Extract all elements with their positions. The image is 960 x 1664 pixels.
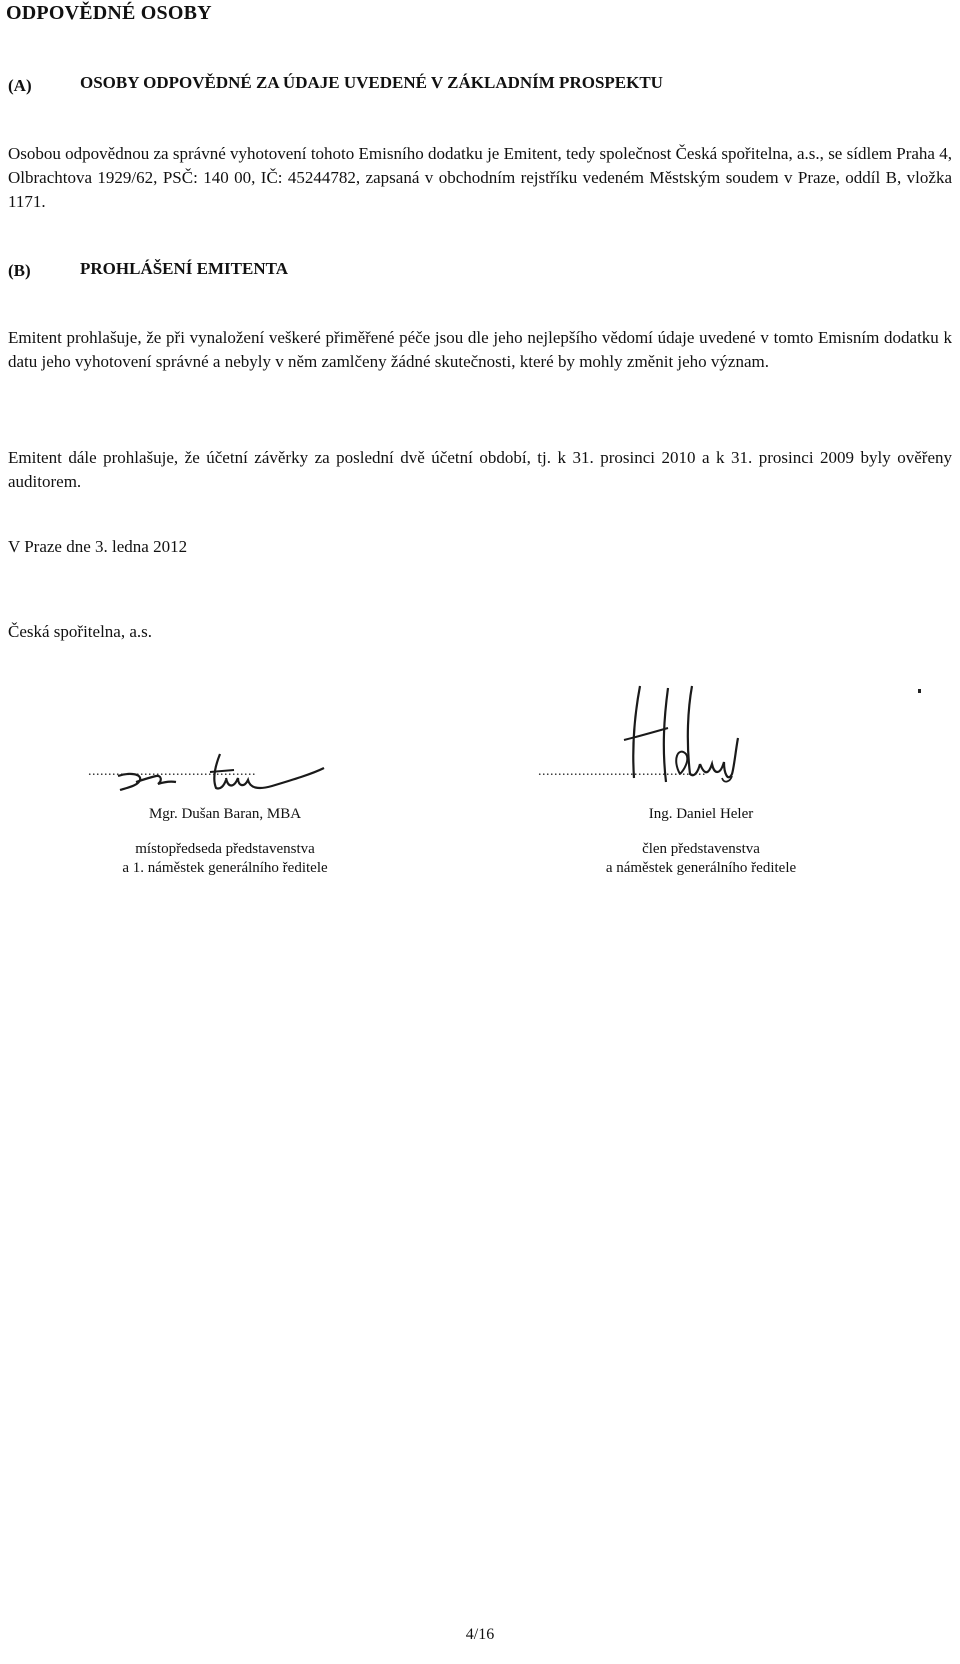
signatory-2-name: Ing. Daniel Heler bbox=[648, 806, 754, 822]
signatory-2-role bbox=[536, 840, 866, 878]
section-a-title: OSOBY ODPOVĚDNÉ ZA ÚDAJE UVEDENÉ V ZÁKLADNÍM PROSPEKTU bbox=[80, 73, 663, 92]
page-number: 4/16 bbox=[465, 1626, 495, 1643]
signatory-2-role-line-1: člen představenstva bbox=[642, 841, 760, 857]
section-b-letter: (B) bbox=[8, 261, 31, 280]
company-name: Česká spořitelna, a.s. bbox=[8, 622, 152, 641]
section-b-paragraph-1: Emitent prohlašuje, že při vynaložení veškeré přiměřené péče jsou dle jeho nejlepšího vědomí údaje uvedené v tomto Emisním dodatku k datu jeho vyhotovení správné a nebyly v něm zamlčeny žádné skutečnosti, které by mohly změnit jeho význam. bbox=[8, 328, 952, 371]
signatory-1-role-line-2: a 1. náměstek generálního ředitele bbox=[122, 860, 328, 876]
signatory-1-role-line-1: místopředseda představenstva bbox=[135, 841, 315, 857]
section-a-paragraph: Osobou odpovědnou za správné vyhotovení tohoto Emisního dodatku je Emitent, tedy společnost Česká spořitelna, a.s., se sídlem Praha 4, Olbrachtova 1929/62, PSČ: 140 00, IČ: 45244782, zapsaná v obchodním rejstříku vedeném Městským soudem v Praze, oddíl B, vložka 1171. bbox=[8, 144, 952, 211]
signatory-1-role bbox=[60, 840, 390, 878]
signature-line-2: .......................................... bbox=[538, 764, 706, 779]
page-heading: ODPOVĚDNÉ OSOBY bbox=[6, 2, 212, 24]
place-date: V Praze dne 3. ledna 2012 bbox=[8, 537, 188, 556]
stray-dot-mark bbox=[918, 689, 921, 693]
section-b-title: PROHLÁŠENÍ EMITENTA bbox=[80, 259, 288, 278]
signatory-1-name: Mgr. Dušan Baran, MBA bbox=[148, 806, 302, 822]
section-a-letter: (A) bbox=[8, 76, 32, 95]
section-b-paragraph-2: Emitent dále prohlašuje, že účetní závěrky za poslední dvě účetní období, tj. k 31. prosinci 2010 a k 31. prosinci 2009 byly ověřeny auditorem. bbox=[8, 448, 952, 491]
signature-line-1: .......................................... bbox=[88, 764, 256, 779]
signatory-2-role-line-2: a náměstek generálního ředitele bbox=[605, 860, 797, 876]
